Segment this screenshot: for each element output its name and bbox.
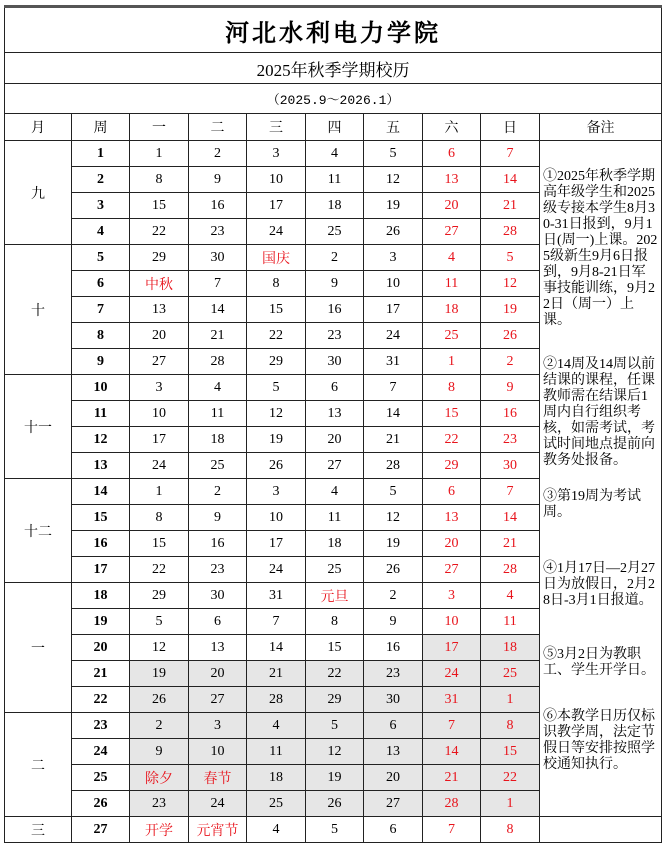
day-cell: 17	[423, 635, 481, 661]
day-cell: 18	[306, 193, 364, 219]
notes-column	[540, 141, 662, 817]
day-cell: 20	[423, 531, 481, 557]
day-cell: 6	[423, 141, 481, 167]
day-cell: 4	[423, 245, 481, 271]
day-cell: 26	[306, 791, 364, 817]
day-cell: 21	[423, 765, 481, 791]
day-cell: 10	[247, 167, 306, 193]
day-cell: 12	[247, 401, 306, 427]
day-cell: 10	[423, 609, 481, 635]
day-cell: 29	[130, 245, 189, 271]
institution-name: 河北水利电力学院	[5, 7, 662, 53]
day-cell: 9	[189, 167, 247, 193]
day-cell: 26	[364, 557, 423, 583]
day-cell: 29	[423, 453, 481, 479]
calendar-title: 2025年秋季学期校历	[5, 53, 662, 84]
day-cell: 20	[364, 765, 423, 791]
day-cell: 6	[423, 479, 481, 505]
day-cell: 21	[481, 531, 540, 557]
day-cell: 7	[481, 479, 540, 505]
day-cell: 13	[423, 505, 481, 531]
day-cell: 11	[481, 609, 540, 635]
day-cell: 14	[481, 167, 540, 193]
column-header-notes: 备注	[540, 114, 662, 141]
day-cell: 24	[130, 453, 189, 479]
column-header-thu: 四	[306, 114, 364, 141]
week-number: 4	[72, 219, 130, 245]
column-header-month: 月	[5, 114, 72, 141]
day-cell: 10	[364, 271, 423, 297]
day-cell: 22	[130, 219, 189, 245]
day-cell: 9	[364, 609, 423, 635]
note-item: ①2025年秋季学期高年级学生和2025级专接本学生8月30-31日报到，9月1日(周一)上课。2025级新生9月6日报到，9月8-21日军事技能训练，9月22日（周一）上课。	[543, 169, 658, 328]
column-header-sun: 日	[481, 114, 540, 141]
day-cell: 19	[481, 297, 540, 323]
week-number: 25	[72, 765, 130, 791]
day-cell: 27	[130, 349, 189, 375]
day-cell: 13	[423, 167, 481, 193]
day-cell: 5	[481, 245, 540, 271]
day-cell: 14	[189, 297, 247, 323]
column-header-tue: 二	[189, 114, 247, 141]
day-cell: 26	[247, 453, 306, 479]
day-cell: 5	[306, 817, 364, 843]
day-cell: 8	[130, 505, 189, 531]
note-item: ②14周及14周以前结课的课程，任课教师需在结课后1周内自行组织考核，如需考试，考试时间地点提前向教务处报备。	[543, 357, 655, 468]
day-cell: 8	[481, 817, 540, 843]
day-cell: 28	[247, 687, 306, 713]
day-cell: 16	[364, 635, 423, 661]
day-cell: 20	[189, 661, 247, 687]
week-number: 6	[72, 271, 130, 297]
holiday-cell: 中秋	[130, 271, 189, 297]
day-cell: 5	[364, 479, 423, 505]
day-cell: 25	[247, 791, 306, 817]
day-cell: 8	[306, 609, 364, 635]
day-cell: 8	[481, 713, 540, 739]
date-range: （2025.9～2026.1）	[5, 84, 662, 114]
day-cell: 30	[306, 349, 364, 375]
day-cell: 9	[130, 739, 189, 765]
day-cell: 28	[423, 791, 481, 817]
month-label: 九	[5, 141, 72, 245]
day-cell: 5	[364, 141, 423, 167]
holiday-cell: 元旦	[306, 583, 364, 609]
month-label: 十	[5, 245, 72, 375]
day-cell: 11	[189, 401, 247, 427]
day-cell: 21	[189, 323, 247, 349]
day-cell: 12	[364, 505, 423, 531]
day-cell: 14	[481, 505, 540, 531]
day-cell: 6	[189, 609, 247, 635]
week-number: 18	[72, 583, 130, 609]
day-cell: 23	[481, 427, 540, 453]
day-cell: 5	[130, 609, 189, 635]
day-cell: 15	[481, 739, 540, 765]
week-number: 3	[72, 193, 130, 219]
day-cell: 31	[247, 583, 306, 609]
day-cell: 3	[189, 713, 247, 739]
note-item: ③第19周为考试周。	[543, 489, 641, 520]
holiday-cell: 国庆	[247, 245, 306, 271]
week-number: 9	[72, 349, 130, 375]
holiday-cell: 春节	[189, 765, 247, 791]
week-number: 7	[72, 297, 130, 323]
week-number: 2	[72, 167, 130, 193]
week-number: 11	[72, 401, 130, 427]
day-cell: 23	[130, 791, 189, 817]
day-cell: 2	[306, 245, 364, 271]
column-header-sat: 六	[423, 114, 481, 141]
day-cell: 9	[306, 271, 364, 297]
day-cell: 8	[423, 375, 481, 401]
day-cell: 10	[130, 401, 189, 427]
day-cell: 18	[481, 635, 540, 661]
note-item: ⑤3月2日为教职工、学生开学日。	[543, 647, 655, 678]
day-cell: 19	[130, 661, 189, 687]
month-label: 十二	[5, 479, 72, 583]
day-cell: 6	[364, 817, 423, 843]
week-number: 26	[72, 791, 130, 817]
column-header-week: 周	[72, 114, 130, 141]
day-cell: 24	[247, 219, 306, 245]
day-cell: 31	[423, 687, 481, 713]
day-cell: 8	[247, 271, 306, 297]
week-number: 17	[72, 557, 130, 583]
day-cell: 12	[130, 635, 189, 661]
day-cell: 15	[247, 297, 306, 323]
day-cell: 11	[306, 167, 364, 193]
week-row	[5, 141, 662, 167]
day-cell: 1	[481, 687, 540, 713]
week-number: 1	[72, 141, 130, 167]
day-cell: 4	[306, 141, 364, 167]
day-cell: 15	[130, 193, 189, 219]
week-number: 23	[72, 713, 130, 739]
day-cell: 1	[130, 479, 189, 505]
day-cell: 31	[364, 349, 423, 375]
column-header-wed: 三	[247, 114, 306, 141]
day-cell: 22	[247, 323, 306, 349]
day-cell: 24	[247, 557, 306, 583]
day-cell: 19	[364, 531, 423, 557]
day-cell: 20	[306, 427, 364, 453]
day-cell: 9	[189, 505, 247, 531]
day-cell: 20	[130, 323, 189, 349]
day-cell: 25	[306, 219, 364, 245]
day-cell: 26	[130, 687, 189, 713]
day-cell: 28	[189, 349, 247, 375]
day-cell: 27	[364, 791, 423, 817]
day-cell: 24	[189, 791, 247, 817]
day-cell: 13	[306, 401, 364, 427]
day-cell: 26	[481, 323, 540, 349]
day-cell: 13	[130, 297, 189, 323]
day-cell: 23	[189, 557, 247, 583]
day-cell: 16	[481, 401, 540, 427]
note-item: ④1月17日—2月27日为放假日，2月28日-3月1日报道。	[543, 561, 655, 608]
day-cell: 10	[189, 739, 247, 765]
day-cell: 7	[423, 713, 481, 739]
week-row	[5, 817, 662, 843]
day-cell: 25	[306, 557, 364, 583]
column-header-mon: 一	[130, 114, 189, 141]
week-number: 24	[72, 739, 130, 765]
day-cell: 12	[306, 739, 364, 765]
day-cell: 4	[247, 817, 306, 843]
day-cell: 28	[481, 557, 540, 583]
day-cell: 18	[247, 765, 306, 791]
day-cell: 21	[364, 427, 423, 453]
day-cell: 1	[423, 349, 481, 375]
day-cell: 3	[364, 245, 423, 271]
day-cell: 19	[364, 193, 423, 219]
day-cell: 7	[247, 609, 306, 635]
day-cell: 17	[364, 297, 423, 323]
day-cell: 5	[306, 713, 364, 739]
week-number: 16	[72, 531, 130, 557]
week-number: 8	[72, 323, 130, 349]
day-cell: 24	[423, 661, 481, 687]
day-cell: 2	[481, 349, 540, 375]
day-cell: 21	[481, 193, 540, 219]
day-cell: 30	[189, 583, 247, 609]
day-cell: 4	[189, 375, 247, 401]
day-cell: 23	[306, 323, 364, 349]
day-cell: 22	[130, 557, 189, 583]
day-cell: 27	[423, 219, 481, 245]
week-number: 14	[72, 479, 130, 505]
day-cell: 19	[247, 427, 306, 453]
day-cell: 11	[423, 271, 481, 297]
day-cell: 29	[247, 349, 306, 375]
day-cell: 1	[130, 141, 189, 167]
day-cell: 16	[189, 193, 247, 219]
week-number: 5	[72, 245, 130, 271]
day-cell: 18	[423, 297, 481, 323]
day-cell: 25	[189, 453, 247, 479]
day-cell: 15	[423, 401, 481, 427]
week-number: 21	[72, 661, 130, 687]
day-cell: 3	[247, 141, 306, 167]
day-cell: 24	[364, 323, 423, 349]
day-cell: 27	[189, 687, 247, 713]
week-number: 10	[72, 375, 130, 401]
day-cell: 27	[423, 557, 481, 583]
day-cell: 3	[130, 375, 189, 401]
day-cell: 7	[481, 141, 540, 167]
day-cell: 20	[423, 193, 481, 219]
day-cell: 15	[306, 635, 364, 661]
day-cell: 11	[306, 505, 364, 531]
day-cell: 22	[423, 427, 481, 453]
day-cell: 18	[189, 427, 247, 453]
month-label: 二	[5, 713, 72, 817]
column-header-row	[5, 114, 662, 141]
holiday-cell: 元宵节	[189, 817, 247, 843]
day-cell: 25	[423, 323, 481, 349]
day-cell: 28	[481, 219, 540, 245]
week-number: 27	[72, 817, 130, 843]
day-cell: 6	[364, 713, 423, 739]
holiday-cell: 开学	[130, 817, 189, 843]
day-cell: 23	[189, 219, 247, 245]
week-number: 22	[72, 687, 130, 713]
day-cell: 25	[481, 661, 540, 687]
day-cell: 2	[364, 583, 423, 609]
day-cell: 4	[247, 713, 306, 739]
day-cell: 7	[189, 271, 247, 297]
day-cell: 16	[189, 531, 247, 557]
day-cell: 28	[364, 453, 423, 479]
day-cell: 3	[247, 479, 306, 505]
holiday-cell: 除夕	[130, 765, 189, 791]
day-cell: 11	[247, 739, 306, 765]
day-cell: 12	[481, 271, 540, 297]
week-number: 13	[72, 453, 130, 479]
note-item: ⑥本教学日历仅标识教学周，法定节假日等安排按照学校通知执行。	[543, 709, 655, 772]
day-cell: 2	[189, 479, 247, 505]
day-cell: 22	[306, 661, 364, 687]
day-cell: 9	[481, 375, 540, 401]
week-number: 15	[72, 505, 130, 531]
day-cell: 27	[306, 453, 364, 479]
week-number: 12	[72, 427, 130, 453]
day-cell: 4	[481, 583, 540, 609]
day-cell: 8	[130, 167, 189, 193]
day-cell: 19	[306, 765, 364, 791]
day-cell: 22	[481, 765, 540, 791]
month-label: 一	[5, 583, 72, 713]
day-cell: 13	[364, 739, 423, 765]
notes-blank-cell	[540, 817, 662, 843]
day-cell: 6	[306, 375, 364, 401]
day-cell: 14	[423, 739, 481, 765]
day-cell: 18	[306, 531, 364, 557]
day-cell: 12	[364, 167, 423, 193]
day-cell: 5	[247, 375, 306, 401]
day-cell: 30	[481, 453, 540, 479]
day-cell: 17	[247, 531, 306, 557]
day-cell: 7	[364, 375, 423, 401]
day-cell: 2	[130, 713, 189, 739]
day-cell: 7	[423, 817, 481, 843]
day-cell: 17	[247, 193, 306, 219]
day-cell: 1	[481, 791, 540, 817]
day-cell: 26	[364, 219, 423, 245]
day-cell: 30	[364, 687, 423, 713]
day-cell: 14	[364, 401, 423, 427]
day-cell: 10	[247, 505, 306, 531]
column-header-fri: 五	[364, 114, 423, 141]
day-cell: 14	[247, 635, 306, 661]
week-number: 20	[72, 635, 130, 661]
day-cell: 13	[189, 635, 247, 661]
day-cell: 2	[189, 141, 247, 167]
month-label: 三	[5, 817, 72, 843]
day-cell: 23	[364, 661, 423, 687]
day-cell: 21	[247, 661, 306, 687]
day-cell: 29	[306, 687, 364, 713]
day-cell: 16	[306, 297, 364, 323]
calendar-table	[4, 5, 662, 843]
day-cell: 29	[130, 583, 189, 609]
day-cell: 4	[306, 479, 364, 505]
day-cell: 17	[130, 427, 189, 453]
week-number: 19	[72, 609, 130, 635]
school-calendar	[4, 5, 661, 843]
day-cell: 15	[130, 531, 189, 557]
day-cell: 3	[423, 583, 481, 609]
month-label: 十一	[5, 375, 72, 479]
day-cell: 30	[189, 245, 247, 271]
